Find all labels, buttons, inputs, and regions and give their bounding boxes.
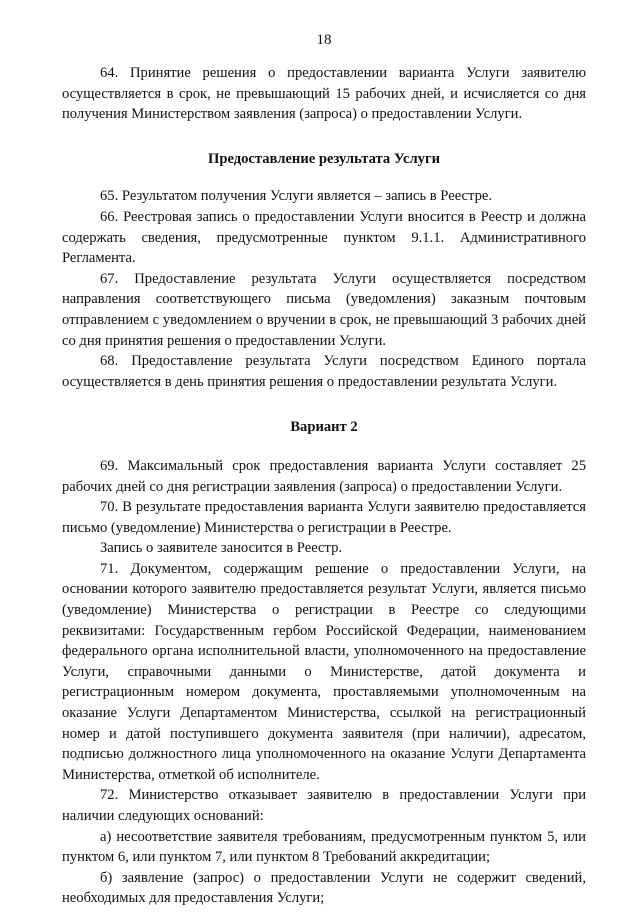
paragraph-65: 65. Результатом получения Услуги является – запись в Реестре. (100, 188, 492, 205)
section-heading-result: Предоставление результата Услуги (208, 150, 440, 167)
paragraph-64: 64. Принятие решения о предоставлении варианта Услуги заявителю осуществляется в срок, не превышающий 15 рабочих дней, и исчисляется со дня получения Министерством заявления (запроса) о предоставлении Услуги. (62, 65, 586, 123)
paragraph-record: Запись о заявителе заносится в Реестр. (100, 540, 343, 557)
paragraph-72b: б) заявление (запрос) о предоставлении Услуги не содержит сведений, необходимых для предоставления Услуги; (62, 869, 586, 907)
paragraph-69: 69. Максимальный срок предоставления варианта Услуги составляет 25 рабочих дней со дня регистрации заявления (запроса) о предоставлении Услуги. (62, 457, 586, 495)
page-number: 18 (316, 32, 332, 48)
paragraph-66: 66. Реестровая запись о предоставлении Услуги вносится в Реестр и должна содержать сведения, предусмотренные пунктом 9.1.1. Административного Регламента. (62, 208, 586, 267)
paragraph-67: 67. Предоставление результата Услуги осуществляется посредством направления соответствующего письма (уведомления) заказным почтовым отправлением с уведомлением о вручении в срок, не превышающий 3 рабочих дней со дня принятия решения о предоставлении Услуги. (62, 270, 586, 349)
paragraph-72: 72. Министерство отказывает заявителю в предоставлении Услуги при наличии следующих оснований: (62, 787, 586, 824)
section-heading-variant: Вариант 2 (290, 419, 358, 436)
paragraph-71: 71. Документом, содержащим решение о предоставлении Услуги, на основании которого заявителю предоставляется результат Услуги, является письмо (уведомление) Министерства о регистрации в Реестре со следующими реквизитами: Государственным гербом Российской Федерации, наименованием федерального органа исполнительной власти, уполномоченного на предоставление Услуги, справочными данными о Министерстве, датой документа и регистрационным номером документа, проставляемыми уполномоченным на оказание Услуги Департаментом Министерства, ссылкой на регистрационный номер и датой поступившего документа заявителя (при наличии), адресатом, подписью должностного лица уполномоченного на оказание Услуги Департамента Министерства, отметкой об исполнителе. (62, 560, 586, 783)
paragraph-70: 70. В результате предоставления варианта Услуги заявителю предоставляется письмо (уведомление) Министерства о регистрации в Реестре. (62, 499, 586, 536)
paragraph-72a: а) несоответствие заявителя требованиям, предусмотренным пунктом 5, или пунктом 6, или пунктом 7, или пунктом 8 Требований аккредитации; (62, 828, 586, 866)
paragraph-68: 68. Предоставление результата Услуги посредством Единого портала осуществляется в день принятия решения о предоставлении результата Услуги. (62, 353, 586, 390)
